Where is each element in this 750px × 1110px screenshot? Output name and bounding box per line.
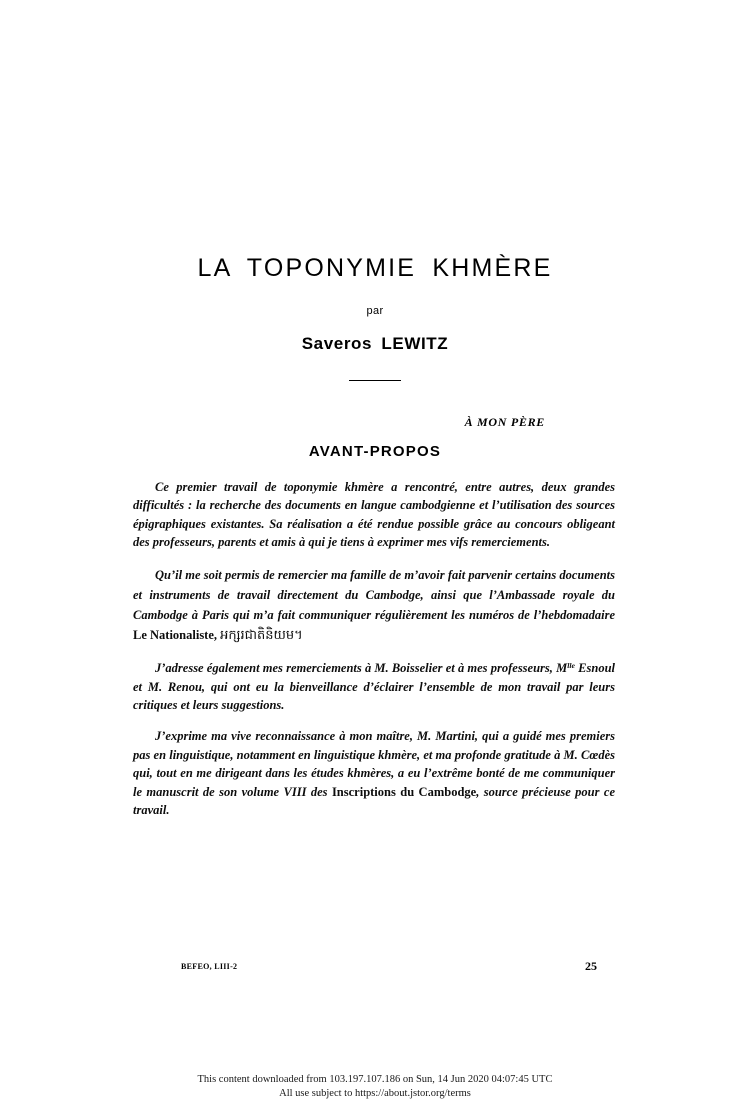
work-title-inscriptions-du-cambodge: Inscriptions du Cambodge [331,784,477,799]
paragraph-3-text-part1: J’adresse également mes remerciements à M. Boisselier et à mes professeurs, M [155,661,568,676]
section-heading-avant-propos: AVANT-PROPOS [308,443,442,460]
journal-reference: BEFEO, LIII-2 [181,962,238,971]
running-foot [133,959,615,980]
page-number: 25 [585,959,597,973]
paragraph-4 [133,727,615,819]
khmer-script-periodical-title: អក្សរជាតិនិយម [220,628,295,644]
paragraph-2-comma: , [213,628,221,643]
horizontal-rule [349,380,401,381]
paragraph-3-text-part2: Esnoul et M. Renou, qui ont eu la bienveillance d’éclairer l’ensemble de mon travail par leurs critiques et leurs suggestions. [133,661,615,713]
paragraph-1-text: Ce premier travail de toponymie khmère a rencontré, entre autres, deux grandes difficultés : la recherche des documents en langue cambodgienne et l’utilisation des sources épigraphiques existantes. Sa réalisation a été rendue possible grâce au concours obligeant des professeurs, parents et amis à qui je tiens à exprimer mes vifs remerciements. [133,480,615,550]
paragraph-4-text-part1: J’exprime ma vive reconnaissance à mon maître, M. Martini, qui a guidé mes premiers pas en linguistique, notamment en linguistique khmère, et ma profonde gratitude à M. Cœdès qui, tout en me dirigeant dans les études khmères, a eu l’extrême bonté de me communiquer le manuscrit de son volume VIII des [133,729,615,799]
paragraph-3 [133,659,615,714]
jstor-notice-line-1: This content downloaded from 103.197.107.186 on Sun, 14 Jun 2020 04:07:45 UTC [197,1074,553,1085]
body-text [133,478,615,819]
title-divider [0,372,750,382]
title-block [0,255,750,382]
ordinal-suffix-lle: lle [567,661,575,671]
paragraph-4-text-part2: , source précieuse pour ce travail. [133,784,615,817]
paragraph-2-text-part1: Qu’il me soit permis de remercier ma famille de m’avoir fait parvenir certains documents et instruments de travail directement du Cambodge, ainsi que l’Ambassade royale du Cambodge à Paris qui m’a fait communiquer régulièrement les numéros de l’hebdomadaire [133,567,615,622]
khmer-terminator: ។ [294,628,303,644]
periodical-title-le-nationaliste: Le Nationaliste [133,628,214,643]
byline-preposition: par [366,304,384,317]
paragraph-2 [133,565,615,647]
jstor-notice [0,1073,750,1101]
page-title: LA TOPONYMIE KHMÈRE [197,254,553,282]
paragraph-1 [133,478,615,552]
author-name: Saveros LEWITZ [301,333,449,353]
jstor-notice-line-2: All use subject to https://about.jstor.org/terms [279,1087,471,1099]
dedication-line: À MON PÈRE [464,415,545,429]
